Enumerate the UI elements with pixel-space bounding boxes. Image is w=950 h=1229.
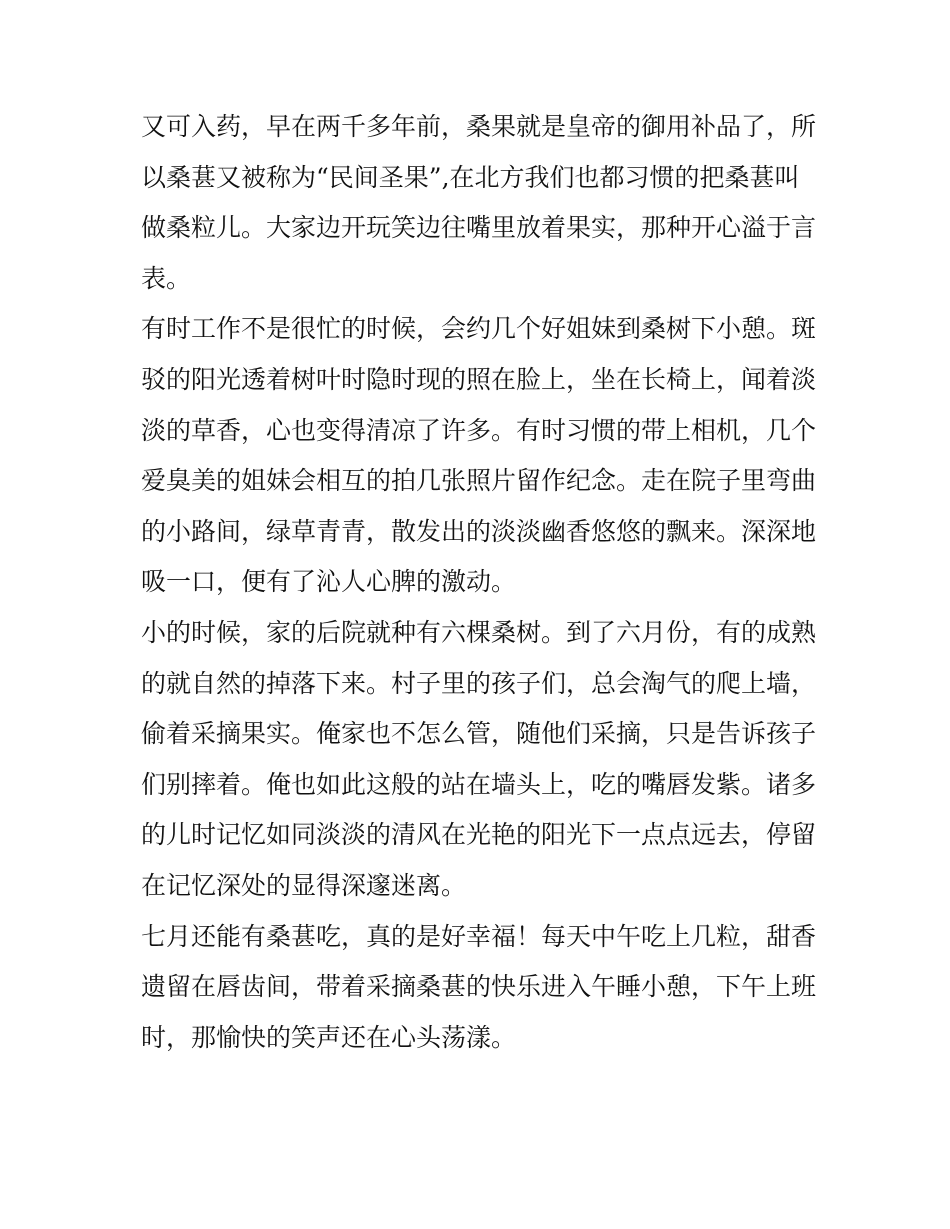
paragraph-2: 有时工作不是很忙的时候，会约几个好姐妹到桑树下小憩。斑驳的阳光透着树叶时隐时现的照在脸上，坐在长椅上，闻着淡淡的草香，心也变得清凉了许多。有时习惯的带上相机，几个爱臭美的姐妹会相互的拍几张照片留作纪念。走在院子里弯曲的小路间，绿草青青，散发出的淡淡幽香悠悠的飘来。深深地吸一口，便有了沁人心脾的激动。: [141, 314, 817, 597]
document-body: [141, 102, 821, 1063]
paragraph-3: 小的时候，家的后院就种有六棵桑树。到了六月份，有的成熟的就自然的掉落下来。村子里的孩子们，总会淘气的爬上墙，偷着采摘果实。俺家也不怎么管，随他们采摘，只是告诉孩子们别摔着。俺也如此这般的站在墙头上，吃的嘴唇发紫。诸多的儿时记忆如同淡淡的清风在光艳的阳光下一点点远去，停留在记忆深处的显得深邃迷离。: [141, 617, 817, 900]
paragraph-1: 又可入药，早在两千多年前，桑果就是皇帝的御用补品了，所以桑葚又被称为“民间圣果”,在北方我们也都习惯的把桑葚叫做桑粒儿。大家边开玩笑边往嘴里放着果实，那种开心溢于言表。: [141, 112, 817, 293]
paragraph-4: 七月还能有桑葚吃，真的是好幸福！每天中午吃上几粒，甜香遗留在唇齿间，带着采摘桑葚的快乐进入午睡小憩，下午上班时，那愉快的笑声还在心头荡漾。: [141, 921, 817, 1052]
